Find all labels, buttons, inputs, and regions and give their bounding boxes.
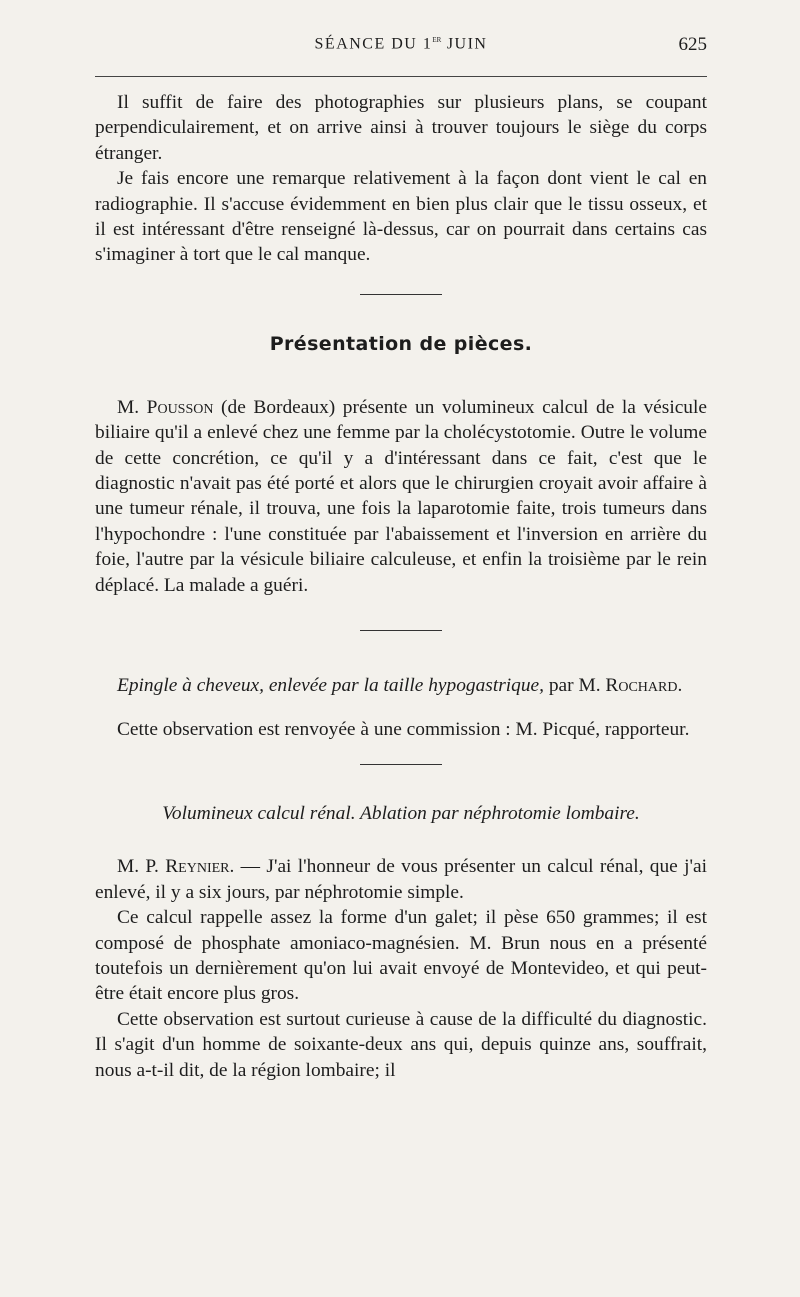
rochard-title: Epingle à cheveux, enlevée par la taille hypogastrique, <box>117 675 544 697</box>
running-head <box>95 34 707 53</box>
page-number: 625 <box>678 34 707 55</box>
paragraph-diagnostic: Cette observation est surtout curieuse à cause de la difficulté du diagnostic. Il s'agit d'un homme de soixante-deux ans qui, depuis quinze ans, souffrait, nous a-t-il dit, de la région lombaire; il <box>95 1008 707 1081</box>
paragraph-pousson <box>95 395 707 598</box>
rochard-end: . <box>677 675 683 697</box>
paragraph-calcul: Ce calcul rappelle assez la forme d'un galet; il pèse 650 grammes; il est composé de phosphate amoniaco-magnésien. M. Brun nous en a présenté toutefois un dernièrement qu'on lui avait envoyé de Montevideo, et qui peut-être était encore plus gros. <box>95 907 707 1005</box>
rochard-by: par M. <box>544 675 606 697</box>
running-head-post: JUIN <box>441 35 488 53</box>
article-title: Volumineux calcul rénal. Ablation par néphrotomie lombaire. <box>162 802 640 824</box>
header-rule <box>95 76 707 77</box>
section-separator <box>360 630 442 631</box>
author-reynier: Reynier <box>165 856 230 878</box>
paragraph-2: Je fais encore une remarque relativement à la façon dont vient le cal en radiographie. Il s'accuse évidemment en bien plus clair que le tissu osseux, et il est intéressant d'être renseigné là-dessus, car on pourrait dans certains cas s'imaginer à tort que le cal manque. <box>95 168 707 266</box>
section-separator <box>360 294 442 295</box>
pousson-text: (de Bordeaux) présente un volumineux calcul de la vésicule biliaire qu'il a enlevé chez une femme par la cholécystotomie. Outre le volume de cette concrétion, ce qu'il y a d'intéressant dans ce fait, c'est que le diagnostic n'avait pas été porté et alors que le chirurgien croyait avoir affaire à une tumeur rénale, il trouva, une fois la laparotomie faite, trois tumeurs dans l'hypochondre : l'une constituée par l'abaissement et l'inversion en arrière du foie, l'autre par la vésicule biliaire calculeuse, et enfin la troisième par le rein déplacé. La malade a guéri. <box>95 396 707 596</box>
paragraph-reynier <box>95 854 707 905</box>
page-body <box>95 90 707 1083</box>
section-separator <box>360 764 442 765</box>
reynier-prefix: M. P. <box>117 856 166 878</box>
page-header <box>95 34 707 64</box>
paragraph-commission: Cette observation est renvoyée à une commission : M. Picqué, rapporteur. <box>117 718 690 740</box>
reynier-text: . — J'ai l'honneur de vous présenter un calcul rénal, que j'ai enlevé, il y a six jours, par néphrotomie simple. <box>95 856 707 903</box>
paragraph-1: Il suffit de faire des photographies sur plusieurs plans, se coupant perpendiculairement, et on arrive ainsi à trouver toujours le siège du corps étranger. <box>95 92 707 164</box>
author-pousson: Pousson <box>146 396 214 418</box>
paragraph-rochard-title <box>95 673 707 698</box>
running-head-sup: er <box>432 34 442 45</box>
section-heading: Présentation de pièces. <box>269 332 533 355</box>
running-head-pre: SÉANCE DU 1 <box>314 35 433 53</box>
author-rochard: Rochard <box>605 675 678 697</box>
pousson-prefix: M. <box>117 396 147 418</box>
